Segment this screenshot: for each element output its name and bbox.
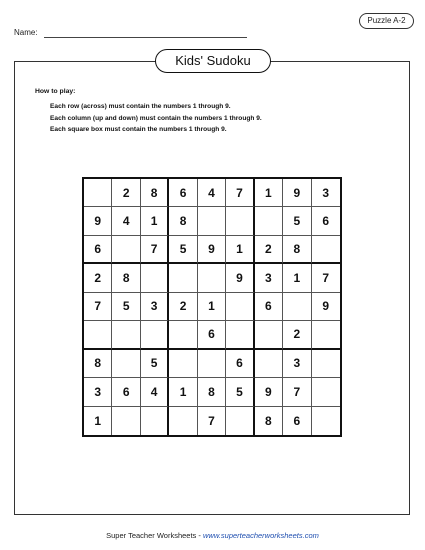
sudoku-cell: 1: [141, 207, 169, 235]
sudoku-cell[interactable]: [112, 350, 140, 378]
sudoku-cell[interactable]: [169, 407, 197, 435]
sudoku-cell[interactable]: [198, 350, 226, 378]
sudoku-cell[interactable]: [312, 378, 340, 406]
sudoku-cell: 8: [283, 236, 311, 264]
footer: [0, 531, 425, 540]
sudoku-cell: 9: [226, 264, 254, 292]
sudoku-cell[interactable]: [255, 207, 283, 235]
sudoku-cell[interactable]: [226, 207, 254, 235]
sudoku-cell: 3: [255, 264, 283, 292]
sudoku-cell: 1: [198, 293, 226, 321]
sudoku-cell: 5: [226, 378, 254, 406]
page-title: Kids' Sudoku: [155, 49, 271, 73]
sudoku-cell[interactable]: [169, 321, 197, 349]
sudoku-cell: 7: [226, 179, 254, 207]
sudoku-cell[interactable]: [169, 350, 197, 378]
sudoku-cell: 7: [141, 236, 169, 264]
sudoku-cell: 8: [169, 207, 197, 235]
sudoku-cell: 8: [112, 264, 140, 292]
sudoku-cell[interactable]: [312, 236, 340, 264]
sudoku-cell: 1: [283, 264, 311, 292]
sudoku-cell: 9: [255, 378, 283, 406]
sudoku-cell: 6: [312, 207, 340, 235]
sudoku-cell: 7: [198, 407, 226, 435]
sudoku-cell: 1: [226, 236, 254, 264]
sudoku-cell[interactable]: [312, 321, 340, 349]
sudoku-cell: 1: [84, 407, 112, 435]
sudoku-cell: 9: [283, 179, 311, 207]
rule-box: Each square box must contain the numbers 1 through 9.: [50, 126, 227, 133]
sudoku-cell: 2: [255, 236, 283, 264]
sudoku-grid: [82, 177, 342, 437]
sudoku-cell: 7: [312, 264, 340, 292]
sudoku-cell: 2: [283, 321, 311, 349]
sudoku-cell: 8: [255, 407, 283, 435]
sudoku-cell[interactable]: [84, 321, 112, 349]
rule-column: Each column (up and down) must contain the numbers 1 through 9.: [50, 114, 262, 122]
sudoku-cell: 9: [198, 236, 226, 264]
name-line: [44, 37, 247, 38]
sudoku-cell: 4: [141, 378, 169, 406]
footer-url[interactable]: www.superteacherworksheets.com: [202, 531, 319, 540]
sudoku-cell[interactable]: [226, 321, 254, 349]
sudoku-cell[interactable]: [312, 407, 340, 435]
sudoku-cell: 6: [283, 407, 311, 435]
sudoku-cell: 7: [84, 293, 112, 321]
puzzle-badge: Puzzle A-2: [359, 13, 414, 29]
sudoku-cell: 5: [283, 207, 311, 235]
sudoku-cell[interactable]: [169, 264, 197, 292]
sudoku-cell: 5: [112, 293, 140, 321]
sudoku-cell: 5: [169, 236, 197, 264]
sudoku-cell: 3: [312, 179, 340, 207]
sudoku-cell: 2: [84, 264, 112, 292]
sudoku-cell: 3: [283, 350, 311, 378]
sudoku-cell[interactable]: [283, 293, 311, 321]
sudoku-cell: 3: [141, 293, 169, 321]
sudoku-cell: 7: [283, 378, 311, 406]
sudoku-cell: 6: [169, 179, 197, 207]
rules-list: [50, 101, 262, 136]
sudoku-cell[interactable]: [255, 321, 283, 349]
sudoku-cell: 5: [141, 350, 169, 378]
footer-separator: -: [196, 531, 203, 540]
rule-row: Each row (across) must contain the numbers 1 through 9.: [50, 103, 231, 110]
sudoku-cell: 6: [112, 378, 140, 406]
sudoku-cell[interactable]: [84, 179, 112, 207]
name-label: Name:: [14, 28, 38, 37]
sudoku-cell[interactable]: [112, 407, 140, 435]
sudoku-cell[interactable]: [112, 321, 140, 349]
sudoku-cell: 8: [198, 378, 226, 406]
sudoku-cell: 6: [198, 321, 226, 349]
sudoku-cell: 1: [169, 378, 197, 406]
sudoku-cell: 6: [84, 236, 112, 264]
sudoku-cell[interactable]: [141, 407, 169, 435]
sudoku-cell: 8: [141, 179, 169, 207]
sudoku-cell: 4: [112, 207, 140, 235]
sudoku-cell[interactable]: [226, 407, 254, 435]
sudoku-cell[interactable]: [226, 293, 254, 321]
sudoku-cell: 9: [84, 207, 112, 235]
sudoku-cell[interactable]: [141, 264, 169, 292]
sudoku-cell: 4: [198, 179, 226, 207]
footer-brand: Super Teacher Worksheets: [106, 531, 197, 540]
sudoku-cell: 1: [255, 179, 283, 207]
sudoku-cell[interactable]: [112, 236, 140, 264]
how-to-play-heading: How to play:: [35, 88, 76, 95]
sudoku-cell: 2: [112, 179, 140, 207]
sudoku-cell[interactable]: [255, 350, 283, 378]
sudoku-cell: 2: [169, 293, 197, 321]
sudoku-cell: 8: [84, 350, 112, 378]
sudoku-cell[interactable]: [198, 207, 226, 235]
sudoku-cell: 3: [84, 378, 112, 406]
sudoku-cell[interactable]: [198, 264, 226, 292]
sudoku-cell: 6: [255, 293, 283, 321]
sudoku-cell[interactable]: [312, 350, 340, 378]
sudoku-cell: 6: [226, 350, 254, 378]
sudoku-cell[interactable]: [141, 321, 169, 349]
sudoku-cell: 9: [312, 293, 340, 321]
